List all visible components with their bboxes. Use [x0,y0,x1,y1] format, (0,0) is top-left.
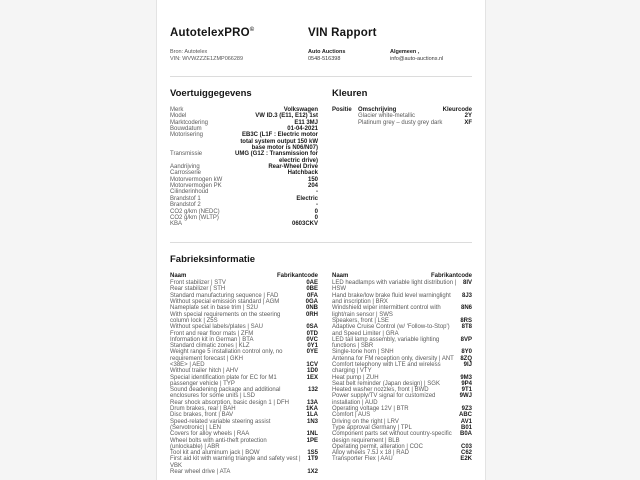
header-left [170,27,308,62]
vehicle-row-value: Volkswagen [283,107,318,113]
contact-label: Algemeen , [390,49,420,55]
factory-row-code: 0RH [305,311,318,318]
vehicle-row-value: - [316,189,318,196]
vehicle-row-label: Marktcodering [170,119,209,126]
factory-row-name: Without trailer hitch | AHV [170,368,239,375]
factory-row-code: 0AE [306,280,318,287]
factory-row-name: Component parts set without country-specific design requirement | BLB [332,431,452,444]
factory-row-name: Antenna for FM reception only, diversity | ANT [332,355,454,362]
report-page [156,0,486,480]
factory-row-code: 9T1 [461,387,472,394]
factory-row-code: 0NB [305,305,318,312]
factory-columns [170,273,472,476]
factory-row-name: <38E> | AED [170,361,205,368]
factory-row [332,305,472,318]
app-title-text: AutotelexPRO [170,27,250,39]
factory-row-name: Covers for alloy wheels | RAA [170,431,250,438]
vehicle-row-value: - [316,202,318,209]
factory-row-code: 8ZQ [460,355,472,362]
factory-row-code: 1EX [306,374,318,381]
vehicle-row-value: UMG (G1Z : Transmission for electric drive) [234,151,318,164]
factory-row-code: AV1 [460,418,472,425]
factory-row [170,419,318,432]
page-title [170,27,308,39]
factory-row-name: Rear wheel drive | ATA [170,469,231,476]
column-gap [318,273,332,476]
factory-row-code: B01 [460,424,472,431]
factory-row-name: Standard manufacturing sequence | FAD [170,292,279,299]
company-block [308,49,390,62]
vehicle-row-label: Motorvermogen kW [170,176,223,183]
factory-row-code: 0Y1 [307,343,318,350]
factory-row-name: LED headlamps with variable light distribution | HSW [332,280,457,293]
factory-row-code: 8VP [460,336,472,343]
factory-row [170,349,318,362]
factory-row [332,324,472,337]
factory-row-name: Tool kit and aluminum jack | BOW [170,450,260,457]
factory-row-code: 8N6 [460,305,472,312]
factory-row-name: Heat pump | ZUH [332,374,379,381]
factory-row [170,387,318,400]
factory-row [332,393,472,406]
factory-row-code: B0A [459,431,472,438]
factory-row-code: 1CV [306,361,318,368]
source-label: Bron: Autotelex [170,49,208,55]
factory-row-code: 0YE [306,349,318,356]
factory-row-code: 9Z3 [461,406,472,413]
colors-header-positie: Positie [332,107,352,113]
factory-row-name: Without special labels/plates | SAU [170,324,263,331]
vehicle-row-value: Rear-Wheel Drive [268,164,318,171]
factory-row-name: Special identification plate for EC for M1 passenger vehicle | TYP [170,374,277,387]
factory-row-code: 13A [306,399,318,406]
vehicle-row-value: 150 [307,176,318,183]
vehicle-row-value: VW ID.3 (E11, E12) 1st [255,113,318,120]
factory-row [332,431,472,444]
factory-row-code: 0TD [306,330,318,337]
color-row [332,120,472,126]
factory-row-name: With special requirements on the steering column lock | Z5S [170,311,281,324]
factory-row [170,375,318,388]
factory-row-name: Speakers, front | LSE [332,317,389,324]
vehicle-row-label: Aandrijving [170,164,200,171]
vehicle-row-label: Merk [170,107,184,113]
factory-left-header [170,273,318,280]
factory-row-code: 1N3 [306,418,318,425]
section-divider [170,242,472,243]
contact-block [308,49,472,62]
factory-code-header: Fabrikantcode [430,272,472,279]
vin-value: VIN: WVWZZZE1ZMP066289 [170,55,244,62]
factory-row-code: 8Y0 [461,349,472,356]
factory-row-code: 1D0 [306,368,318,375]
factory-section [170,254,472,476]
colors-header-omschrijving: Omschrijving [358,107,397,113]
report-title: VIN Rapport [308,27,377,39]
factory-row-code: 9IJ [463,361,472,368]
factory-row-name: Wheel bolts with anti-theft protection (unlockable) | ABR [170,437,267,450]
vehicle-row-value: 0603CKV [291,221,318,228]
vehicle-row [170,132,318,151]
factory-row-name: Without special emission standard | AGM [170,299,280,306]
factory-row-name: Weight range 5 installation control only, no requirement forecast | GKH [170,349,283,362]
color-row-omschrijving: Platinum grey – dusty grey dark [358,119,443,126]
factory-row-code: 9P4 [461,380,472,387]
factory-row-name: Comfort | AUS [332,412,371,419]
factory-row-code: 8IV [462,280,472,287]
colors-section [332,77,472,228]
factory-row-name: Operating voltage 12V | BTR [332,406,409,413]
vehicle-row [170,151,318,164]
copyright-mark: © [249,27,255,34]
factory-row-name: LED tail lamp assembly, variable lighting functions | SBR [332,336,440,350]
factory-heading: Fabrieksinformatie [170,253,255,265]
factory-row-name: Power supply/TV signal for customized installation | AUD [332,393,436,406]
vehicle-row-label: Bouwdatum [170,126,202,133]
factory-row-code: 0FA [306,292,318,299]
factory-left-column [170,273,318,476]
color-row-kleurcode: 2Y [464,113,472,120]
vehicle-table [170,107,318,228]
vehicle-row-value: 0 [314,208,318,215]
factory-row-code: C03 [460,443,472,450]
factory-row-code: 132 [307,387,318,394]
vehicle-heading: Voertuiggegevens [170,88,252,99]
vehicle-row-label: Carrosserie [170,170,202,177]
factory-row-code: 1T9 [307,456,318,463]
factory-row [332,337,472,350]
factory-row-name: Speed-related variable steering assist (Servotronic) | LEN [170,418,271,431]
factory-row-code: 0BE [306,286,318,293]
factory-name-header: Naam [332,272,349,279]
factory-row-name: Rear shock absorption, basic design 1 | DFH [170,399,289,406]
factory-row-code: 9WJ [459,393,472,400]
factory-row-code: 9M3 [460,374,472,381]
factory-row-code: 1PE [306,437,318,444]
factory-right-column [332,273,472,476]
vehicle-row-value: 204 [307,183,318,190]
vehicle-row-label: CO2 g/km (WLTP) [170,214,219,221]
vehicle-row-value: 01-04-2021 [287,126,318,133]
column-gap [318,77,332,228]
vehicle-row-value: E11 3MJ [294,119,318,126]
factory-row [332,280,472,293]
factory-row-code: 1X2 [307,469,318,476]
factory-row-name: Front stabilizer | STV [170,280,226,287]
factory-row-code: 8T8 [461,324,472,331]
vehicle-row-label: Cilinderinhoud [170,189,209,196]
vehicle-row-label: Motorisering [170,132,204,139]
factory-row-code: 0SA [306,324,318,331]
factory-row [170,438,318,451]
colors-header-kleurcode: Kleurcode [442,107,472,113]
vehicle-row-label: Motorvermogen PK [170,183,222,190]
factory-row-code: 1S5 [307,450,318,457]
general-contact-block [390,49,472,62]
factory-row-name: Front and rear floor mats | ZFM [170,330,254,337]
factory-row-name: Seat belt reminder (Japan design) | SGK [332,380,440,387]
factory-row-name: Disc brakes, front | BAV [170,412,234,419]
vehicle-and-colors-section [170,77,472,228]
factory-row-code: ABC [459,412,472,419]
factory-row-name: Drum brakes, rear | BAH [170,406,236,413]
factory-row-name: Sound deadening package and additional enclosures for some units | LSD [170,387,281,400]
vehicle-row-value: EB3C (L1F : Electric motor total system output 150 kW base motor is N06/N07) [240,132,318,152]
vehicle-row [170,221,318,227]
factory-row-name: Type approval Germany | TPL [332,424,412,431]
vehicle-row-value: Electric [296,195,318,202]
factory-code-header: Fabrikantcode [276,272,318,279]
colors-table [332,113,472,126]
factory-row-name: Comfort telephony with LTE and wireless charging | VTY [332,361,441,375]
company-name: Auto Auctions [308,49,346,55]
color-row-omschrijving: Glacier white-metallic [358,113,416,120]
factory-left-table [170,280,318,475]
factory-row-code: 0VC [306,336,318,343]
factory-row [332,362,472,375]
contact-email[interactable]: info@auto-auctions.nl [390,55,444,62]
factory-right-header [332,273,472,280]
factory-row-name: Alloy wheels 7.5J x 18 | RAD [332,450,409,457]
factory-row-code: E2K [460,456,472,463]
vehicle-row-value: Hatchback [287,170,318,177]
source-block [170,49,308,62]
factory-right-table [332,280,472,463]
color-row-positie [332,120,358,126]
factory-row-name: Information kit in German | BTA [170,336,254,343]
factory-row-code: 8J3 [461,292,472,299]
vehicle-row-label: CO2 g/km (NEDC) [170,208,220,215]
vehicle-row-label: Model [170,113,187,120]
factory-row-name: Transporter Flex | AAU [332,456,393,463]
factory-row-name: Adaptive Cruise Control (w/ 'Follow-to-Stop') and Speed Limiter | GRA [332,324,450,337]
factory-row-name: Rear stabilizer | STH [170,286,226,293]
factory-row-name: Windshield wiper intermittent control with light/rain sensor | SWS [332,305,441,318]
factory-name-header: Naam [170,272,187,279]
factory-row-code: 8RS [460,317,472,324]
vehicle-row-value: 0 [314,214,318,221]
factory-row-code: 0GA [305,299,318,306]
vehicle-row-label: Transmissie [170,151,203,158]
factory-row-code: 1NL [306,431,318,438]
factory-row-name: First aid kit with warning triangle and safety vest | VBK [170,456,301,469]
factory-row-name: Standard climatic zones | KLZ [170,343,250,350]
colors-heading: Kleuren [332,88,368,99]
vehicle-row-label: Brandstof 2 [170,202,201,209]
factory-row-name: Heated washer nozzles, front | BWD [332,387,429,394]
factory-row-name: Driving on the right | LRV [332,418,399,425]
header-right [308,27,472,62]
factory-row-code: C62 [460,450,472,457]
vehicle-row-label: Brandstof 1 [170,195,201,202]
factory-row-code: 1KA [305,406,318,413]
factory-row-name: Hand brake/low brake fluid level warninglight and inscription | BRX [332,292,451,306]
factory-row-name: Nameplate set in base trim | S2U [170,305,258,312]
factory-row [170,456,318,469]
factory-row [170,312,318,325]
factory-row [332,456,472,462]
factory-row-code: 1LA [306,412,318,419]
company-phone: 0548-516398 [308,55,341,62]
color-row-kleurcode: XF [464,119,472,126]
vehicle-row-label: KBA [170,221,183,228]
factory-row [170,469,318,475]
vehicle-section [170,77,318,228]
factory-row [332,293,472,306]
report-header [170,27,472,62]
factory-row-name: Operating permit, alteration | COC [332,443,423,450]
factory-row-name: Single-tone horn | SNH [332,349,394,356]
